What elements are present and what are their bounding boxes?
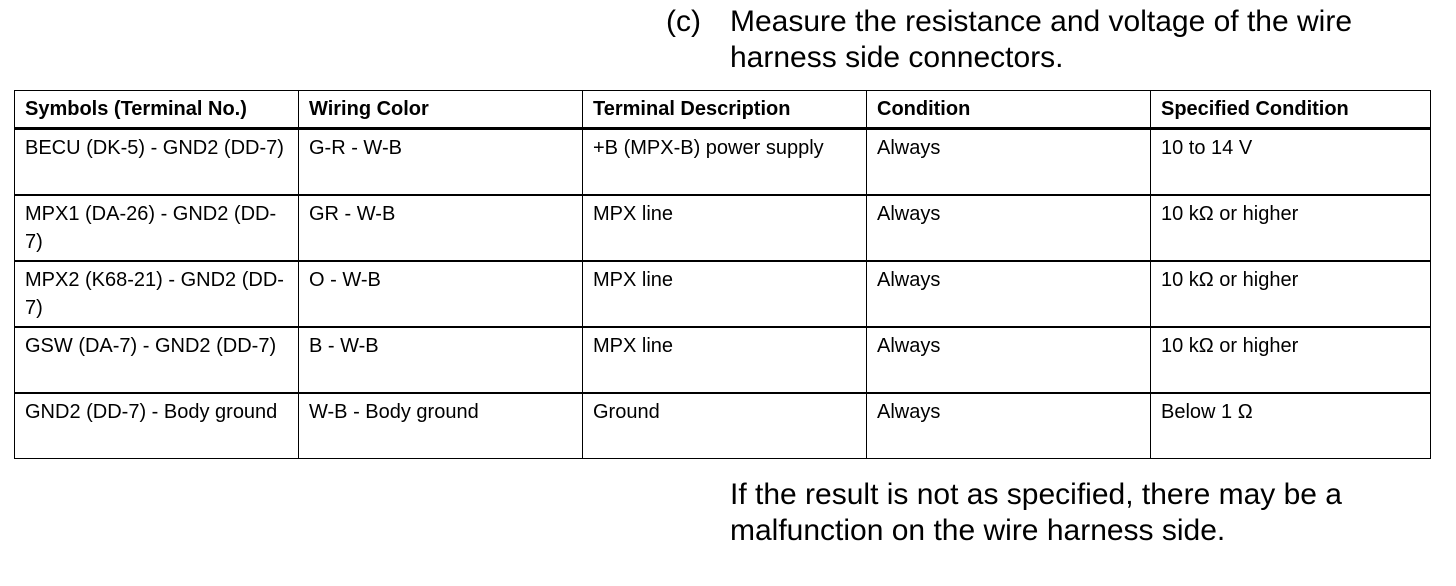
- cell-terminal-description: +B (MPX-B) power supply: [583, 129, 867, 195]
- cell-specified-condition: 10 kΩ or higher: [1151, 261, 1431, 327]
- table-row: [15, 261, 1431, 327]
- cell-condition: Always: [867, 261, 1151, 327]
- table-header-row: [15, 91, 1431, 129]
- cell-terminal-description: MPX line: [583, 327, 867, 393]
- table-row: [15, 129, 1431, 195]
- header-symbols: Symbols (Terminal No.): [15, 91, 299, 129]
- header-terminal-description: Terminal Description: [583, 91, 867, 129]
- specification-table: [14, 90, 1431, 459]
- cell-specified-condition: 10 to 14 V: [1151, 129, 1431, 195]
- header-wiring-color: Wiring Color: [299, 91, 583, 129]
- header-specified-condition: Specified Condition: [1151, 91, 1431, 129]
- cell-wiring-color: B - W-B: [299, 327, 583, 393]
- cell-wiring-color: W-B - Body ground: [299, 393, 583, 459]
- cell-terminal-description: Ground: [583, 393, 867, 459]
- step-instruction: [666, 4, 1426, 76]
- cell-symbols: BECU (DK-5) - GND2 (DD-7): [15, 129, 299, 195]
- cell-symbols: GND2 (DD-7) - Body ground: [15, 393, 299, 459]
- cell-specified-condition: Below 1 Ω: [1151, 393, 1431, 459]
- cell-wiring-color: GR - W-B: [299, 195, 583, 261]
- cell-symbols: MPX2 (K68-21) - GND2 (DD-7): [15, 261, 299, 327]
- cell-condition: Always: [867, 327, 1151, 393]
- table-row: [15, 393, 1431, 459]
- cell-specified-condition: 10 kΩ or higher: [1151, 195, 1431, 261]
- step-marker: (c): [666, 5, 701, 38]
- table-row: [15, 195, 1431, 261]
- cell-symbols: MPX1 (DA-26) - GND2 (DD-7): [15, 195, 299, 261]
- cell-wiring-color: O - W-B: [299, 261, 583, 327]
- cell-specified-condition: 10 kΩ or higher: [1151, 327, 1431, 393]
- header-condition: Condition: [867, 91, 1151, 129]
- result-note: If the result is not as specified, there may be a malfunction on the wire harness side.: [730, 478, 1342, 547]
- cell-condition: Always: [867, 393, 1151, 459]
- cell-terminal-description: MPX line: [583, 261, 867, 327]
- cell-condition: Always: [867, 129, 1151, 195]
- cell-terminal-description: MPX line: [583, 195, 867, 261]
- table-row: [15, 327, 1431, 393]
- cell-symbols: GSW (DA-7) - GND2 (DD-7): [15, 327, 299, 393]
- cell-condition: Always: [867, 195, 1151, 261]
- step-text: Measure the resistance and voltage of the wire harness side connectors.: [730, 5, 1353, 74]
- cell-wiring-color: G-R - W-B: [299, 129, 583, 195]
